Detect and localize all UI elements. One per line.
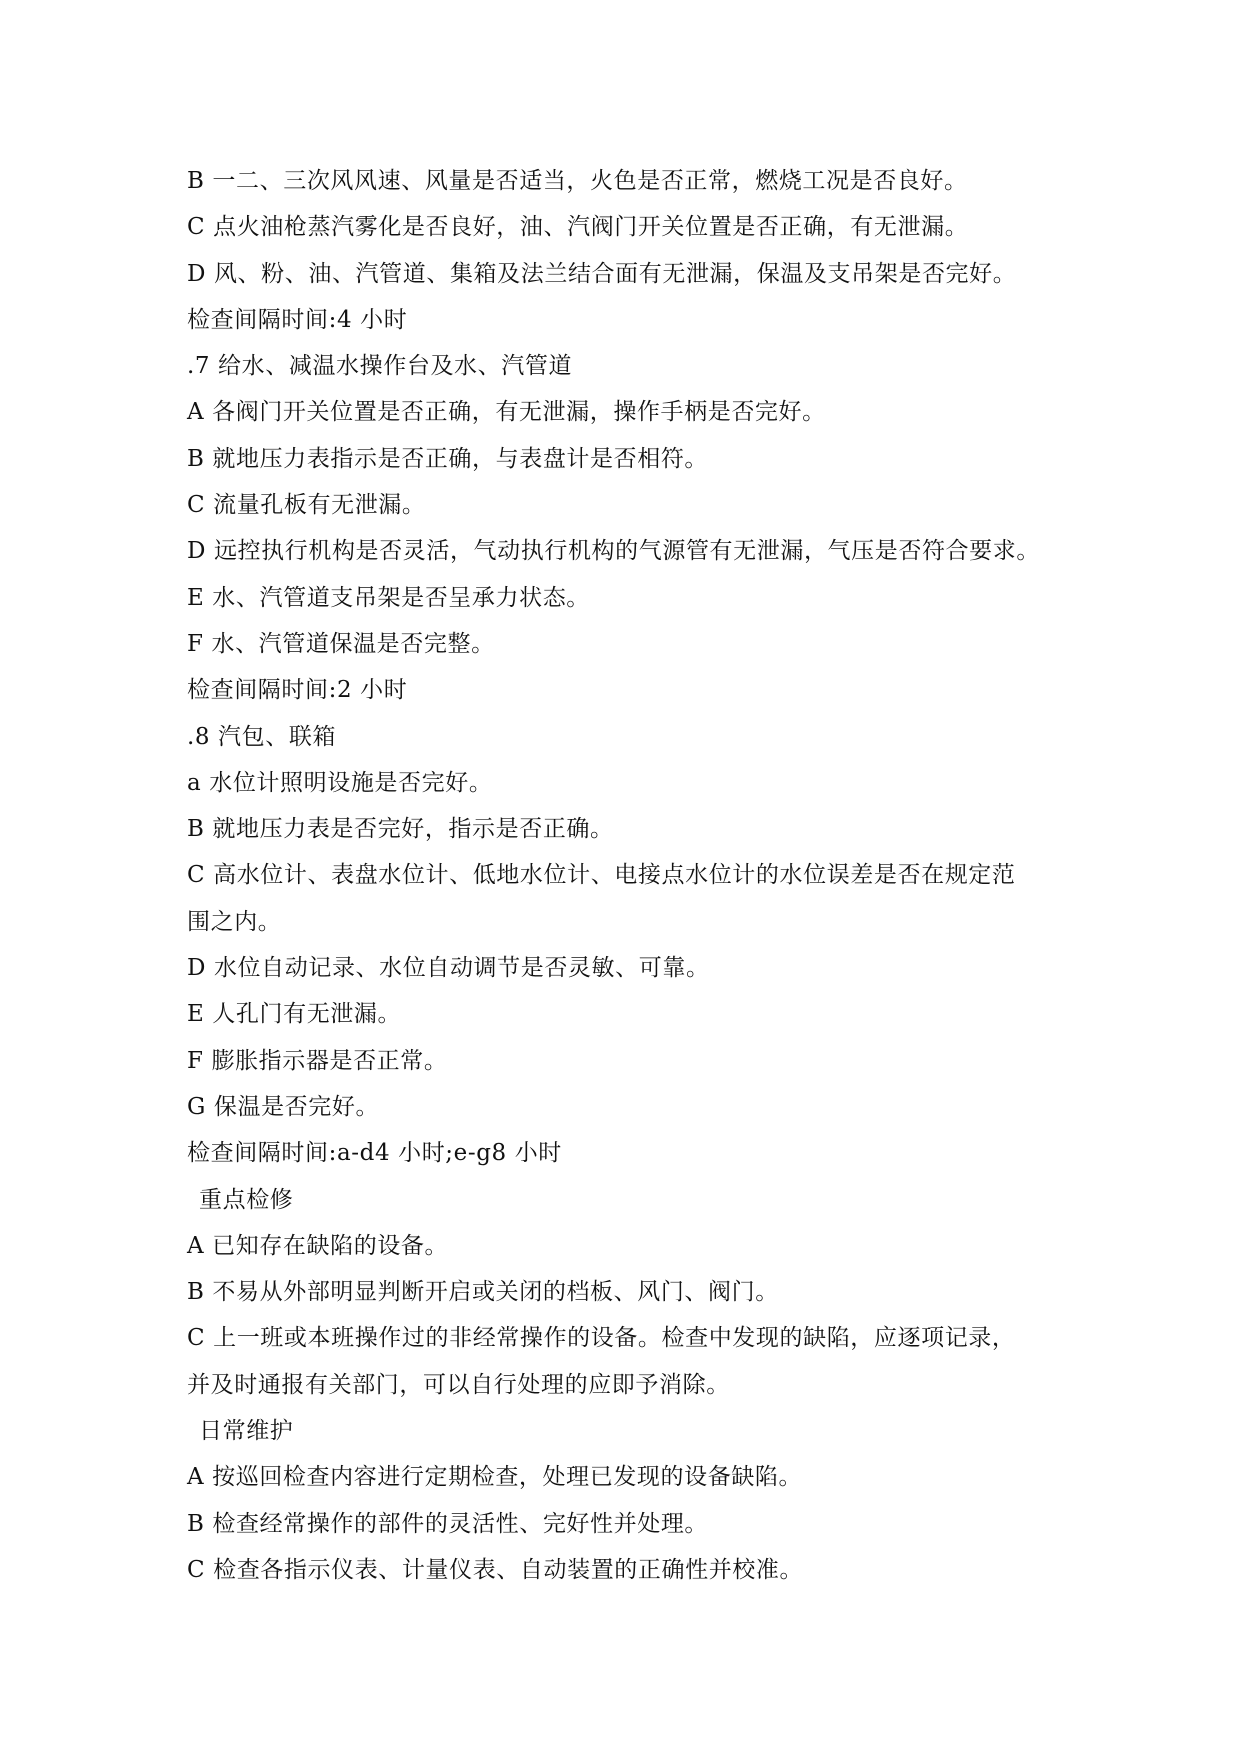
document-body xyxy=(187,158,1067,1593)
text-line: 并及时通报有关部门，可以自行处理的应即予消除。 xyxy=(187,1371,730,1398)
text-line: C 检查各指示仪表、计量仪表、自动装置的正确性并校准。 xyxy=(187,1556,804,1583)
text-line: B 不易从外部明显判断开启或关闭的档板、风门、阀门。 xyxy=(187,1279,779,1306)
text-line: B 检查经常操作的部件的灵活性、完好性并处理。 xyxy=(187,1510,709,1537)
text-line: C 流量孔板有无泄漏。 xyxy=(187,492,426,519)
section-heading: 日常维护 xyxy=(199,1418,294,1445)
text-line: C 高水位计、表盘水位计、低地水位计、电接点水位计的水位误差是否在规定范 xyxy=(187,862,1016,889)
inspection-interval: 检查间隔时间:a-d4 小时;e-g8 小时 xyxy=(187,1140,562,1167)
text-line: C 上一班或本班操作过的非经常操作的设备。检查中发现的缺陷，应逐项记录， xyxy=(187,1325,1016,1352)
text-line: a 水位计照明设施是否完好。 xyxy=(187,769,493,796)
text-line: E 人孔门有无泄漏。 xyxy=(187,1001,402,1028)
text-line: F 水、汽管道保温是否完整。 xyxy=(187,630,495,657)
inspection-interval: 检查间隔时间:2 小时 xyxy=(187,677,408,704)
section-heading: .7 给水、减温水操作台及水、汽管道 xyxy=(187,353,573,380)
text-line: E 水、汽管道支吊架是否呈承力状态。 xyxy=(187,584,590,611)
text-line: C 点火油枪蒸汽雾化是否良好，油、汽阀门开关位置是否正确，有无泄漏。 xyxy=(187,214,969,241)
text-line: F 膨胀指示器是否正常。 xyxy=(187,1047,448,1074)
section-heading: 重点检修 xyxy=(199,1186,294,1213)
text-line: G 保温是否完好。 xyxy=(187,1093,380,1120)
text-line: 围之内。 xyxy=(187,908,282,935)
text-line: B 一二、三次风风速、风量是否适当，火色是否正常，燃烧工况是否良好。 xyxy=(187,168,968,194)
text-line: D 远控执行机构是否灵活，气动执行机构的气源管有无泄漏，气压是否符合要求。 xyxy=(187,538,1040,565)
text-line: D 水位自动记录、水位自动调节是否灵敏、可靠。 xyxy=(187,955,710,982)
text-line: B 就地压力表是否完好，指示是否正确。 xyxy=(187,816,614,843)
text-line: A 按巡回检查内容进行定期检查，处理已发现的设备缺陷。 xyxy=(187,1464,803,1491)
inspection-interval: 检查间隔时间:4 小时 xyxy=(187,306,408,333)
text-line: A 已知存在缺陷的设备。 xyxy=(187,1232,449,1259)
text-line: A 各阀门开关位置是否正确，有无泄漏，操作手柄是否完好。 xyxy=(187,399,826,426)
text-line: B 就地压力表指示是否正确，与表盘计是否相符。 xyxy=(187,445,709,472)
section-heading: .8 汽包、联箱 xyxy=(187,723,337,750)
text-line: D 风、粉、油、汽管道、集箱及法兰结合面有无泄漏，保温及支吊架是否完好。 xyxy=(187,260,1017,287)
